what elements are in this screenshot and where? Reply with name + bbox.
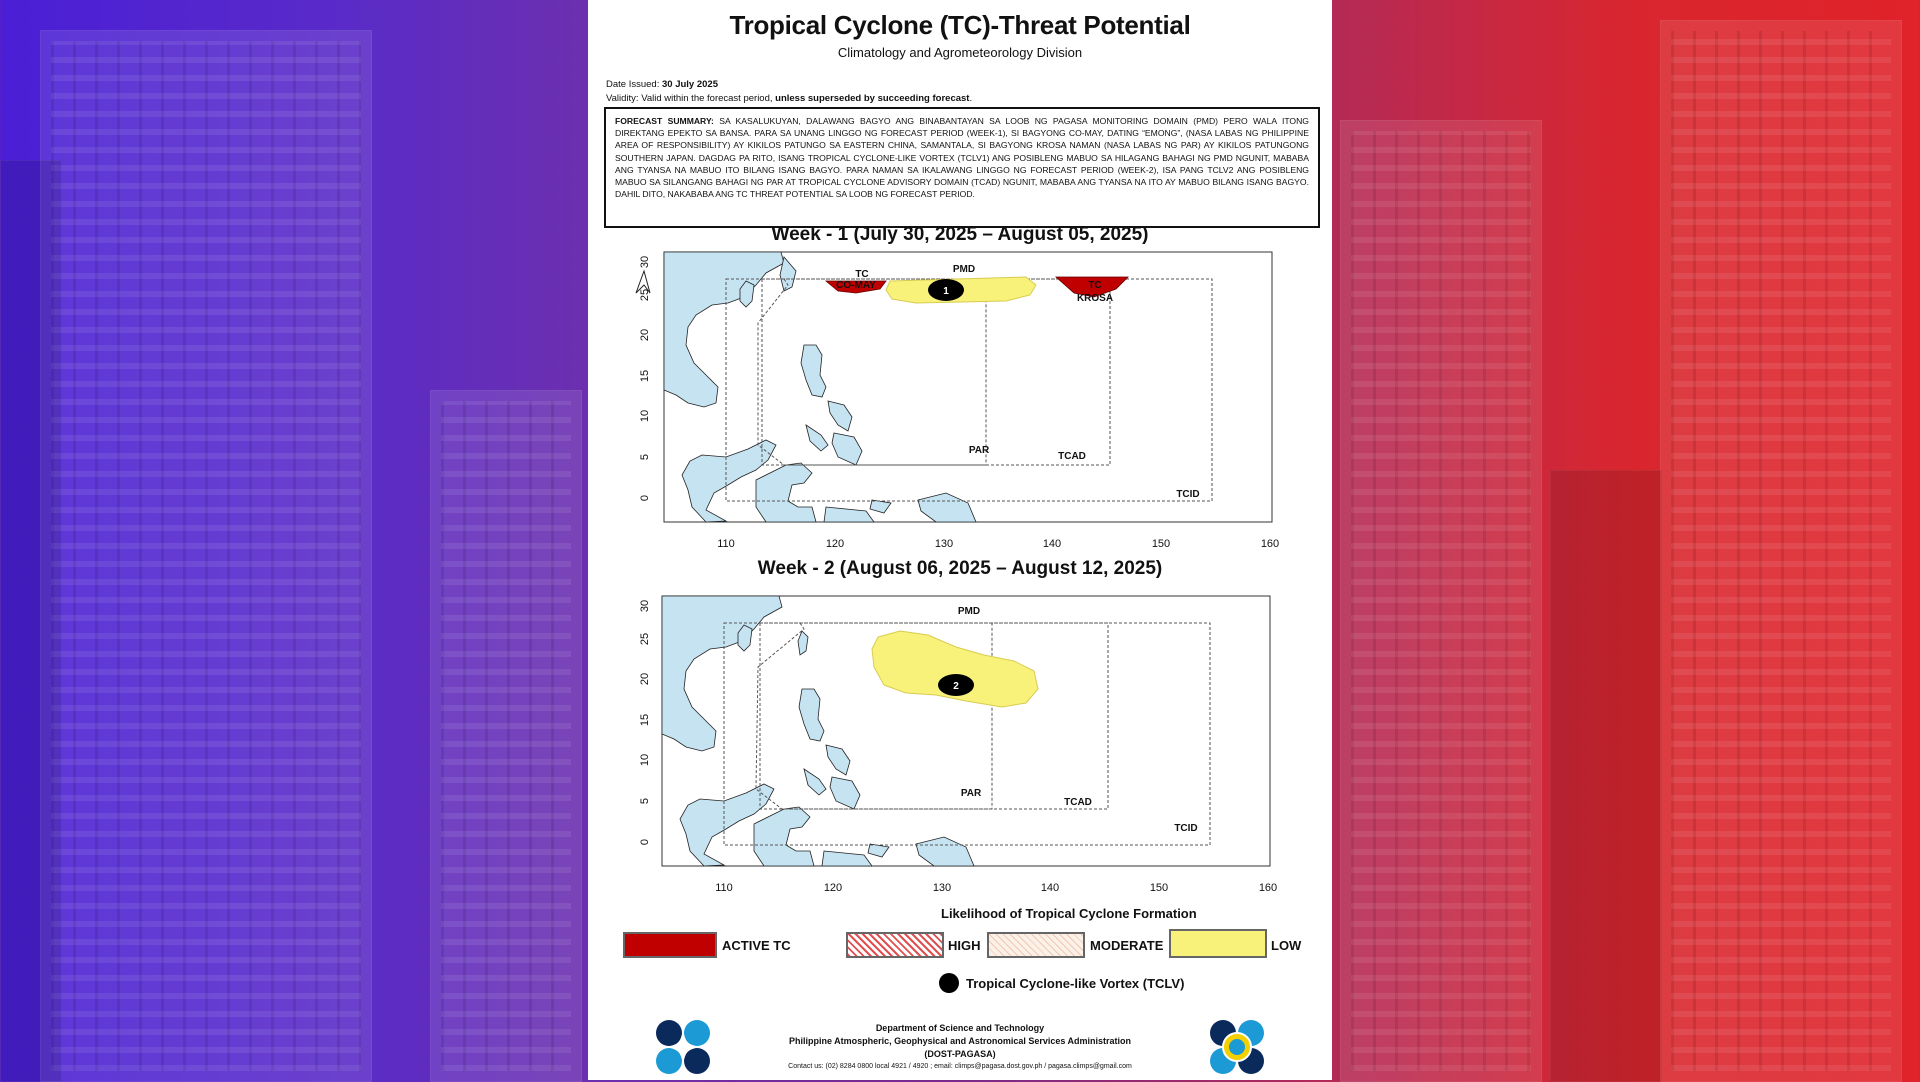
svg-text:15: 15 xyxy=(639,369,651,383)
svg-text:150: 150 xyxy=(1151,538,1171,550)
week1-y-axis xyxy=(639,256,651,501)
legend-tclv-dot xyxy=(939,973,959,993)
svg-text:0: 0 xyxy=(639,494,651,502)
legend-active-tc-swatch xyxy=(623,932,717,958)
week1-tcid-label: TCID xyxy=(1176,489,1200,500)
svg-text:5: 5 xyxy=(639,453,651,461)
validity-emphasis: unless superseded by succeeding forecast xyxy=(775,93,970,104)
week1-x-axis xyxy=(717,538,1279,550)
week2-x-axis xyxy=(715,882,1277,894)
svg-text:160: 160 xyxy=(1260,538,1280,550)
footer-line1: Department of Science and Technology xyxy=(875,1023,1045,1033)
week1-title: Week - 1 (July 30, 2025 – August 05, 2025) xyxy=(771,224,1149,245)
week1-tcad-label: TCAD xyxy=(1058,451,1086,462)
week2-tcad-label: TCAD xyxy=(1064,797,1092,808)
svg-text:110: 110 xyxy=(717,538,735,550)
svg-text:120: 120 xyxy=(825,538,845,550)
footer-agency xyxy=(588,1022,1332,1061)
week1-tc-comay-name: CO-MAY xyxy=(836,280,876,291)
svg-text:140: 140 xyxy=(1042,538,1062,550)
svg-text:120: 120 xyxy=(823,882,843,894)
week2-par-label: PAR xyxy=(960,788,982,799)
week1-tc-comay-tc: TC xyxy=(855,269,869,280)
week2-map xyxy=(616,589,1316,899)
validity-end: . xyxy=(969,93,973,104)
week2-pmd-label: PMD xyxy=(957,606,981,617)
svg-text:5: 5 xyxy=(639,797,651,805)
svg-text:30: 30 xyxy=(639,599,651,613)
svg-text:130: 130 xyxy=(934,538,954,550)
validity xyxy=(606,93,972,104)
legend-high-swatch xyxy=(846,932,944,958)
svg-text:130: 130 xyxy=(932,882,952,894)
legend-moderate-label: MODERATE xyxy=(1090,938,1164,953)
legend-active-tc-label: ACTIVE TC xyxy=(722,938,791,953)
week2-title: Week - 2 (August 06, 2025 – August 12, 2025) xyxy=(757,558,1163,579)
bulletin-subtitle: Climatology and Agrometeorology Division xyxy=(837,45,1083,60)
svg-text:30: 30 xyxy=(639,255,651,269)
svg-text:150: 150 xyxy=(1149,882,1169,894)
validity-label: Validity: Valid within the forecast period, xyxy=(606,93,773,104)
svg-text:140: 140 xyxy=(1040,882,1060,894)
svg-text:25: 25 xyxy=(639,632,651,646)
footer-contact: Contact us: (02) 8284 0800 local 4921 / 4920 ; email: climps@pagasa.dost.gov.ph / pagasa.climps@gmail.com xyxy=(788,1063,1132,1070)
tc-threat-bulletin xyxy=(588,0,1332,1080)
week1-tc-krosa-tc: TC xyxy=(1088,280,1102,291)
date-issued-label: Date Issued: xyxy=(606,79,660,90)
svg-text:25: 25 xyxy=(639,288,651,302)
svg-text:160: 160 xyxy=(1258,882,1278,894)
legend-tclv-label: Tropical Cyclone-like Vortex (TCLV) xyxy=(966,976,1185,991)
footer-line2: Philippine Atmospheric, Geophysical and Astronomical Services Administration xyxy=(788,1036,1132,1046)
week1-par-label: PAR xyxy=(968,445,990,456)
svg-text:10: 10 xyxy=(639,753,651,767)
legend-high-label: HIGH xyxy=(948,938,981,953)
summary-label: FORECAST SUMMARY: xyxy=(615,116,714,126)
footer-line3: (DOST-PAGASA) xyxy=(924,1049,996,1059)
summary-text: SA KASALUKUYAN, DALAWANG BAGYO ANG BINABANTAYAN SA LOOB NG PAGASA MONITORING DOMAIN (PMD) PERO WALA ITONG DIREKTANG EPEKTO SA BANSA. PARA SA UNANG LINGGO NG FORECAST PERIOD (WEEK-1), SI BAGYONG CO-MAY, DATING “EMONG”, (NASA LABAS NG PHILIPPINE AREA OF RESPONSIBILITY) AY KIKILOS PATUNGO SA EASTERN CHINA, SAMANTALA, SI BAGYONG KROSA NAMAN (NASA LABAS NG PAR) AY KIKILOS PATUNGONG SOUTHERN JAPAN. DAGDAG PA RITO, ISANG TROPICAL CYCLONE-LIKE VORTEX (TCLV1) ANG POSIBLENG MABUO SA HILAGANG BAHAGI NG PMD NGUNIT, MABABA ANG TYANSA NA MABUO ITO BILANG ISANG BAGYO. PARA NAMAN SA IKALAWANG LINGGO NG FORECAST PERIOD (WEEK-2), ISA PANG TCLV2 ANG POSIBLENG MABUO SA SILANGANG BAHAGI NG PAR AT TROPICAL CYCLONE ADVISORY DOMAIN (TCAD) NGUNIT, MABABA ANG TYANSA NA ITO AY MABUO BILANG ISANG BAGYO. DAHIL DITO, NAKABABA ANG TC THREAT POTENTIAL SA LOOB NG FORECAST PERIOD. xyxy=(615,116,1309,200)
forecast-summary xyxy=(604,107,1320,228)
legend-low-label: LOW xyxy=(1271,938,1302,953)
svg-text:10: 10 xyxy=(639,409,651,423)
legend-low-swatch xyxy=(1169,929,1267,958)
week2-tclv-label: 2 xyxy=(953,681,959,692)
svg-text:110: 110 xyxy=(715,882,733,894)
week1-map xyxy=(616,245,1316,555)
week1-pmd-label: PMD xyxy=(952,264,976,275)
date-issued-value: 30 July 2025 xyxy=(661,79,718,90)
svg-text:20: 20 xyxy=(639,328,651,342)
week1-tc-krosa-name: KROSA xyxy=(1076,293,1114,304)
svg-text:20: 20 xyxy=(639,672,651,686)
week2-tcid-label: TCID xyxy=(1174,823,1198,834)
bulletin-title: Tropical Cyclone (TC)-Threat Potential xyxy=(729,10,1191,40)
legend-moderate-swatch xyxy=(987,932,1085,958)
week1-tclv-label: 1 xyxy=(943,286,949,297)
week2-y-axis xyxy=(639,600,651,845)
svg-text:15: 15 xyxy=(639,713,651,727)
date-issued xyxy=(606,79,718,90)
svg-text:0: 0 xyxy=(639,838,651,846)
legend-title: Likelihood of Tropical Cyclone Formation xyxy=(941,906,1197,921)
